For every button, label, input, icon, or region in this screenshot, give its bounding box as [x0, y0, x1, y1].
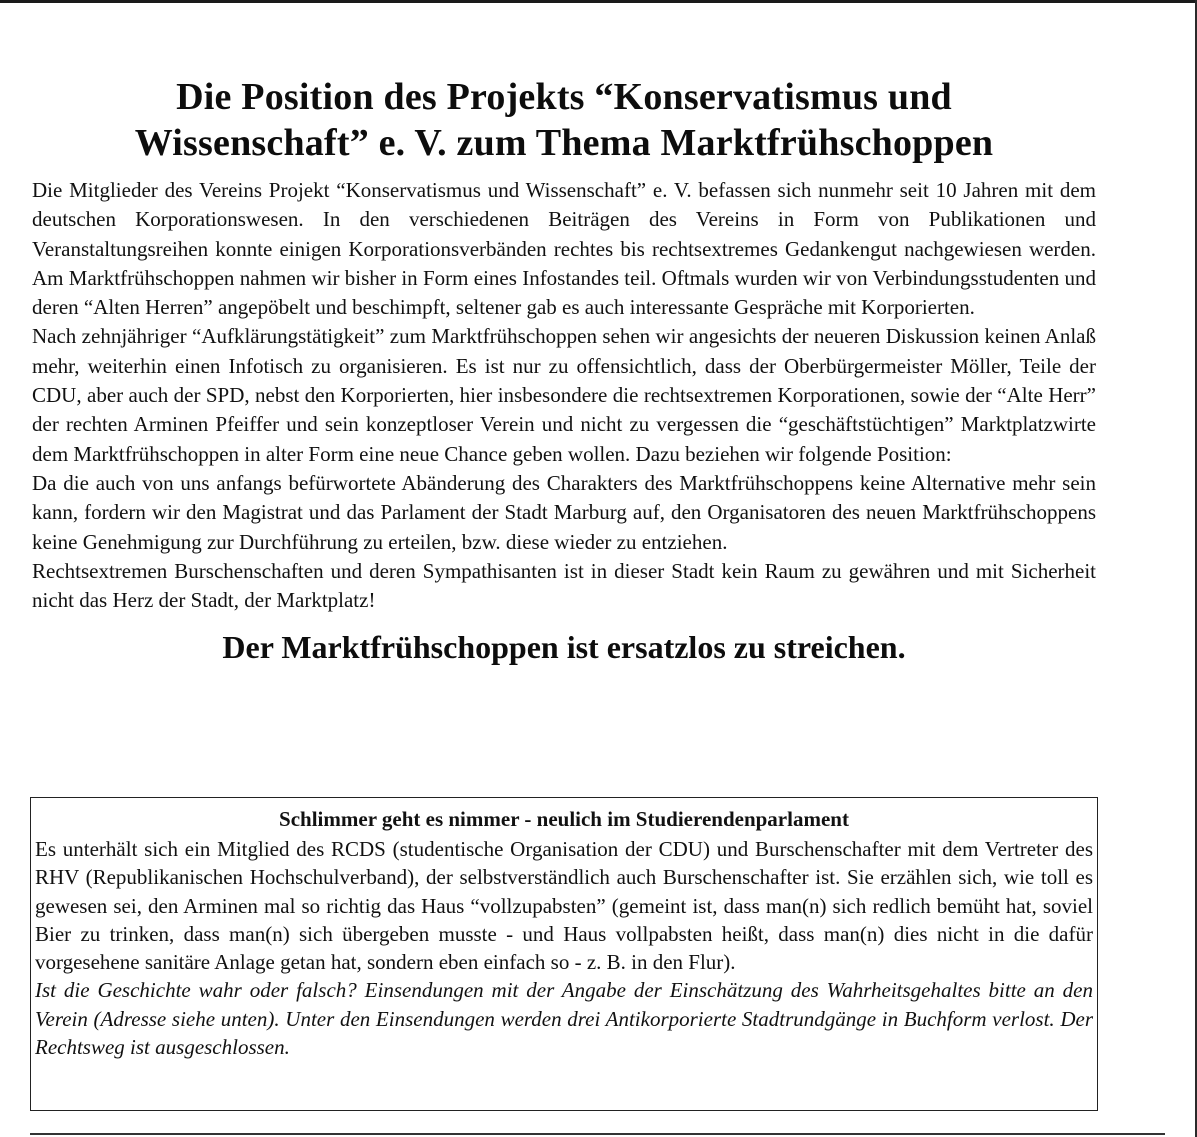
story-box-text: Es unterhält sich ein Mitglied des RCDS (studentische Organisation der CDU) und Burschenschafter mit dem Vertreter des RHV (Republikanischen Hochschulverband), der selbstverständlich auch Burschenschafter ist. Sie erzählen sich, wie toll es gewesen sei, den Arminen mal so richtig das Haus “vollzupabsten” (gemeint ist, dass man(n) sich redlich bemüht hat, soviel Bier zu trinken, dass man(n) sich übergeben musste - und Haus vollpabsten heißt, dass man(n) dies nicht in die dafür vorgesehene sanitäre Anlage getan hat, sondern eben einfach so - z. B. in den Flur).	[35, 837, 1093, 975]
paragraph-3: Da die auch von uns anfangs befürwortete Abänderung des Charakters des Marktfrühschoppens keine Alternative mehr sein kann, fordern wir den Magistrat und das Parlament der Stadt Marburg auf, den Organisatoren des neuen Marktfrühschoppens keine Genehmigung zur Durchführung zu erteilen, bzw. diese wieder zu entziehen.	[32, 470, 1096, 554]
paragraph-4: Rechtsextremen Burschenschaften und deren Sympathisanten ist in dieser Stadt kein Raum zu gewähren und mit Sicherheit nicht das Herz der Stadt, der Marktplatz!	[32, 558, 1096, 613]
scan-edge-bottom	[30, 1133, 1165, 1135]
paragraph-2: Nach zehnjähriger “Aufklärungstätigkeit” zum Marktfrühschoppen sehen wir angesichts der neueren Diskussion keinen Anlaß mehr, weiterhin einen Infotisch zu organisieren. Es ist nur zu offensichtlich, dass der Oberbürgermeister Möller, Teile der CDU, aber auch der SPD, nebst den Korporierten, hier insbesondere die rechtsextremen Korporationen, sowie der “Alte Herr” der rechten Arminen Pfeiffer und sein konzeptloser Verein und nicht zu vergessen die “geschäftstüchtigen” Marktplatzwirte dem Marktfrühschoppen in alter Form eine neue Chance geben wollen. Dazu beziehen wir folgende Position:	[32, 324, 1096, 466]
slogan: Der Marktfrühschoppen ist ersatzlos zu streichen.	[222, 629, 906, 666]
paragraph-1: Die Mitglieder des Vereins Projekt “Konservatismus und Wissenschaft” e. V. befassen sich nunmehr seit 10 Jahren mit dem deutschen Korporationswesen. In den verschiedenen Beiträgen des Vereins in Form von Publikationen und Veranstaltungsreihen konnte einigen Korporationsverbänden rechtes bis rechtsextremes Gedankengut nachgewiesen werden. Am Marktfrühschoppen nahmen wir bisher in Form eines Infostandes teil. Oftmals wurden wir von Verbindungsstudenten und deren “Alten Herren” angepöbelt und beschimpft, seltener gab es auch interessante Gespräche mit Korporierten.	[32, 178, 1096, 320]
scan-edge-top	[0, 0, 1197, 3]
story-box	[30, 797, 1098, 1111]
document-title	[32, 74, 1096, 166]
title-line-1: Die Position des Projekts “Konservatismus und	[176, 76, 952, 118]
title-line-2: Wissenschaft” e. V. zum Thema Marktfrühschoppen	[134, 122, 994, 164]
document-page	[32, 74, 1096, 667]
story-box-title: Schlimmer geht es nimmer - neulich im Studierendenparlament	[279, 807, 849, 831]
document-body	[32, 176, 1096, 615]
story-box-italic-text: Ist die Geschichte wahr oder falsch? Einsendungen mit der Angabe der Einschätzung des Wahrheitsgehaltes bitte an den Verein (Adresse siehe unten). Unter den Einsendungen werden drei Antikorporierte Stadtrundgänge in Buchform verlost. Der Rechtsweg ist ausgeschlossen.	[35, 978, 1093, 1060]
